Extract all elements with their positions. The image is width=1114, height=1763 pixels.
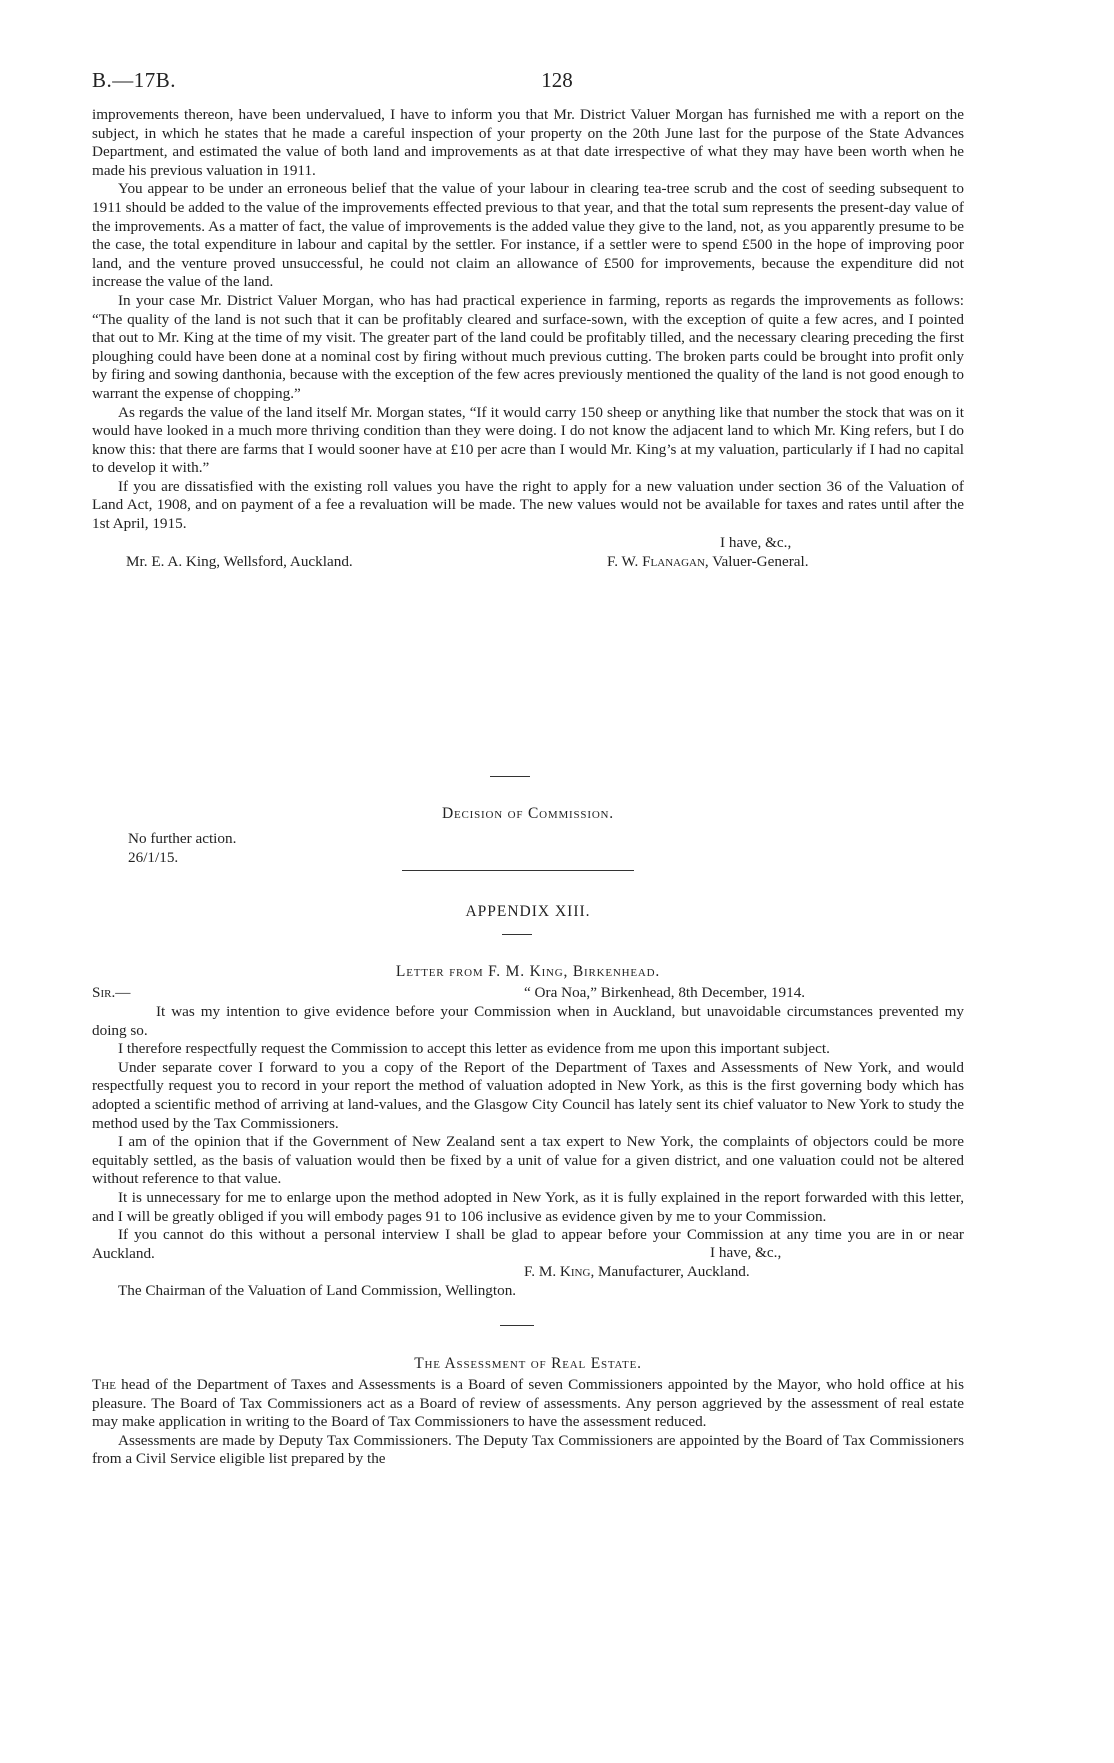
assessment-section xyxy=(92,1355,964,1373)
letter-paragraph: In your case Mr. District Valuer Morgan, who has had practical experience in farming, reports as regards the improvements as follows: “The quality of the land is not such that it can be profitably cleared and surface-sown, with the exception of quite a few acres, and I pointed that out to Mr. King at the time of my visit. The greater part of the land could be profitably tilled, and the necessary clearing preceding the first ploughing could have been done at a nominal cost by firing without much previous cutting. The broken parts could be brought into profit only by firing and sowing danthonia, because with the exception of the few acres previously mentioned the quality of the land is not good enough to warrant the expense of chopping.” xyxy=(92,291,964,402)
signatory-name: King, xyxy=(559,1263,595,1281)
closing: I have, &c., xyxy=(710,1244,782,1262)
letter-paragraph: It was my intention to give evidence before your Commission when in Auckland, but unavoidable circumstances prevented my doing so. xyxy=(92,1003,964,1039)
decision-date: 26/1/15. xyxy=(128,848,179,866)
salutation: Sir.— xyxy=(92,984,131,1001)
signature-row xyxy=(92,553,964,572)
letter-paragraph: You appear to be under an erroneous belief that the value of your labour in clearing tea-tree scrub and the cost of seeding subsequent to 1911 should be added to the value of the improvements effected previous to that year, and that the total sum represents the present-day value of the improvements. As a matter of fact, the value of improvements is the added value they give to the land, not, as you apparently presume to be the case, the total expenditure in labour and capital by the settler. For instance, if a settler were to spend £500 in the hope of improving poor land, and the venture proved unsuccessful, he could not claim an allowance of £500 for improvements, because the expenditure did not increase the value of the land. xyxy=(92,180,964,291)
page-number: 128 xyxy=(541,68,573,92)
letter-paragraph: If you cannot do this without a personal interview I shall be glad to appear before your Commission at any time you are in or near Auckland. xyxy=(92,1226,964,1262)
decision-body xyxy=(128,830,428,867)
section-divider xyxy=(500,1325,534,1326)
appendix-title: APPENDIX XIII. xyxy=(465,903,591,920)
addressee: Mr. E. A. King, Wellsford, Auckland. xyxy=(126,552,353,570)
letter-paragraph: I therefore respectfully request the Commission to accept this letter as evidence from me upon this important subject. xyxy=(118,1040,830,1058)
title-divider xyxy=(502,934,532,935)
signatory xyxy=(524,1263,750,1282)
assessment-body xyxy=(92,1376,964,1469)
assessment-text: head of the Department of Taxes and Assessments is a Board of seven Commissioners appointed by the Mayor, who hold office at his pleasure. The Board of Tax Commissioners act as a Board of review of assessments. Any person aggrieved by the assessment of real estate may make application in writing to the Board of Tax Commissioners to have the assessment reduced. xyxy=(92,1376,964,1431)
decision-line: No further action. xyxy=(128,830,237,847)
signatory-initials: F. W. xyxy=(607,552,639,570)
assessment-heading: The Assessment of Real Estate. xyxy=(414,1355,642,1372)
signature-row xyxy=(92,1263,964,1282)
signatory-title: Manufacturer, Auckland. xyxy=(598,1263,750,1281)
decision-heading: Decision of Commission. xyxy=(442,805,614,822)
signatory xyxy=(607,553,809,572)
address-date: “ Ora Noa,” Birkenhead, 8th December, 1914. xyxy=(524,984,806,1001)
signatory-title: Valuer-General. xyxy=(712,552,809,570)
signatory-name: Flanagan, xyxy=(642,552,709,570)
closing-line xyxy=(92,534,964,553)
letter-heading-block xyxy=(92,963,964,981)
section-divider xyxy=(490,776,530,777)
decision-section xyxy=(92,805,964,823)
letter-paragraph: As regards the value of the land itself Mr. Morgan states, “If it would carry 150 sheep or anything like that number the stock that was on it would have looked in a much more thriving condition than they were doing. I do not know the adjacent land to which Mr. King refers, but I do know this: that there are farms that I would sooner have at £10 per acre than I would Mr. King’s at my valuation, particularly if I had no capital to develop it with.” xyxy=(92,403,964,477)
assessment-paragraph: Assessments are made by Deputy Tax Commissioners. The Deputy Tax Commissioners are appointed by the Board of Tax Commissioners from a Civil Service eligible list prepared by the xyxy=(92,1431,964,1468)
valuer-general-letter xyxy=(92,106,964,572)
closing-line xyxy=(92,1244,964,1263)
lead-word: The xyxy=(92,1376,116,1393)
assessment-paragraph xyxy=(92,1376,964,1432)
addressee: The Chairman of the Valuation of Land Commission, Wellington. xyxy=(118,1282,517,1300)
document-reference: B.—17B. xyxy=(92,68,177,92)
letter-heading: Letter from F. M. King, Birkenhead. xyxy=(395,963,661,980)
king-letter xyxy=(92,984,964,1301)
letter-paragraph: Under separate cover I forward to you a copy of the Report of the Department of Taxes and Assessments of New York, and would respectfully request you to record in your report the method of valuation adopted in New York, as this is the first governing body which has adopted a scientific method of arriving at land-values, and the Glasgow City Council has lately sent its chief valuator to New York to study the method used by the Tax Commissioners. xyxy=(92,1058,964,1132)
section-rule xyxy=(402,870,634,871)
letter-paragraph: improvements thereon, have been undervalued, I have to inform you that Mr. District Valuer Morgan has furnished me with a report on the subject, in which he states that he made a careful inspection of your property on the 20th June last for the purpose of the State Advances Department, and estimated the value of both land and improvements as at that date irrespective of what they may have been worth when he made his previous valuation in 1911. xyxy=(92,106,964,179)
letter-paragraph: If you are dissatisfied with the existing roll values you have the right to apply for a new valuation under section 36 of the Valuation of Land Act, 1908, and on payment of a fee a revaluation will be made. The new values would not be available for taxes and rates until after the 1st April, 1915. xyxy=(92,477,964,533)
closing: I have, &c., xyxy=(720,533,792,551)
salutation-row xyxy=(92,984,964,1003)
letter-paragraph: It is unnecessary for me to enlarge upon the method adopted in New York, as it is fully explained in the report forwarded with this letter, and I will be greatly obliged if you will embody pages 91 to 106 inclusive as evidence given by me to your Commission. xyxy=(92,1188,964,1225)
appendix-section xyxy=(92,903,964,921)
signatory-initials: F. M. xyxy=(524,1263,557,1281)
letter-paragraph: I am of the opinion that if the Government of New Zealand sent a tax expert to New York, the complaints of objectors could be more equitably settled, as the basis of valuation would then be fixed by a unit of value for a given district, and one valuation could not be altered without reference to that value. xyxy=(92,1133,964,1188)
